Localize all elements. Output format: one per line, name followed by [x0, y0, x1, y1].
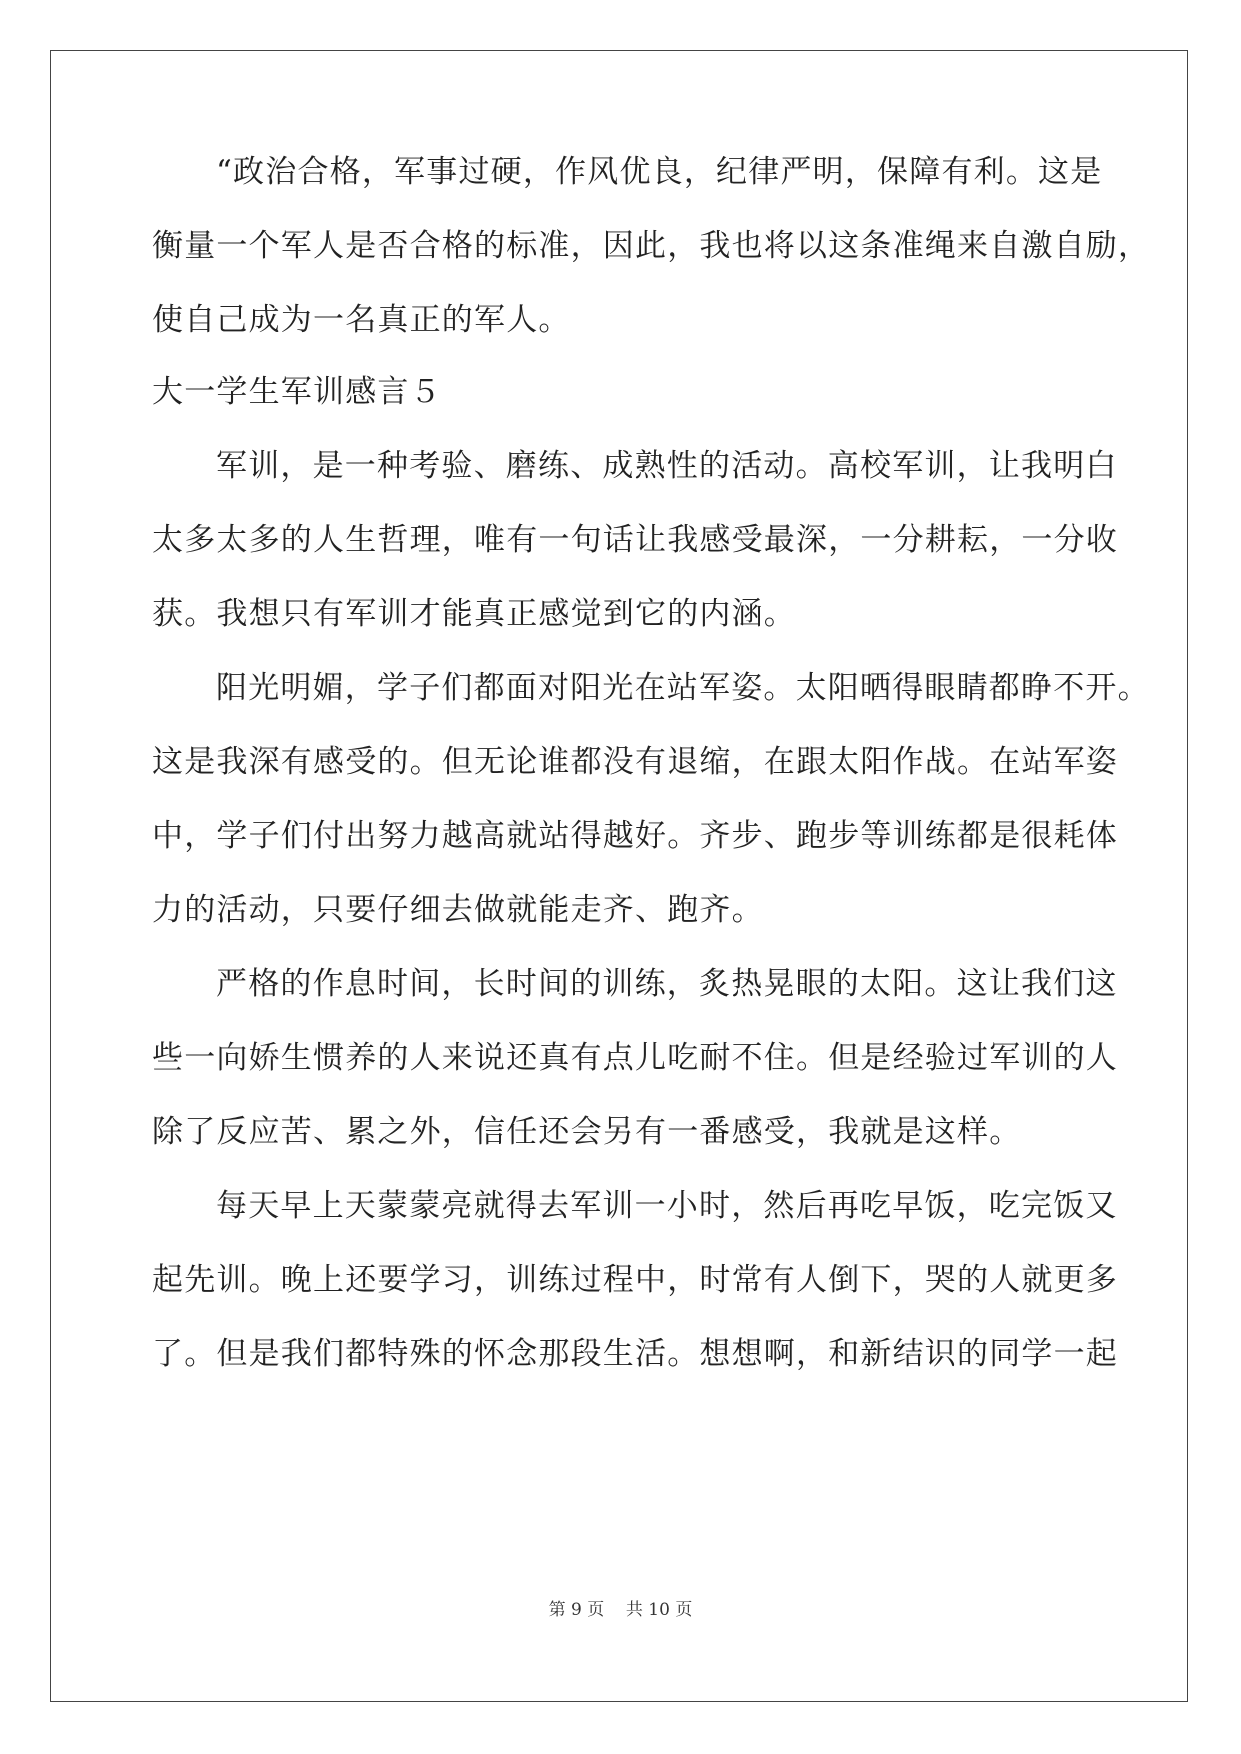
page-number-footer: 第 9 页 共 10 页 [548, 1600, 693, 1620]
paragraph-line: 严格的作息时间，长时间的训练，炙热晃眼的太阳。这让我们这 [216, 966, 1118, 1002]
paragraph-line: 获。我想只有军训才能真正感觉到它的内涵。 [152, 596, 796, 632]
paragraph-line: 使自己成为一名真正的军人。 [152, 302, 571, 338]
page-border [50, 50, 1188, 1702]
paragraph-line: 了。但是我们都特殊的怀念那段生活。想想啊，和新结识的同学一起 [152, 1336, 1118, 1372]
paragraph-line: 每天早上天蒙蒙亮就得去军训一小时，然后再吃早饭，吃完饭又 [216, 1188, 1118, 1224]
paragraph-line: 太多太多的人生哲理，唯有一句话让我感受最深，一分耕耘，一分收 [152, 522, 1118, 558]
paragraph-line: “政治合格，军事过硬，作风优良，纪律严明，保障有利。这是 [216, 154, 1103, 190]
paragraph-line: 这是我深有感受的。但无论谁都没有退缩，在跟太阳作战。在站军姿 [152, 744, 1118, 780]
section-heading: 大一学生军训感言５ [152, 374, 442, 410]
paragraph-line: 阳光明媚，学子们都面对阳光在站军姿。太阳晒得眼睛都睁不开。 [216, 670, 1150, 706]
paragraph-line: 衡量一个军人是否合格的标准，因此，我也将以这条准绳来自激自励， [152, 228, 1151, 264]
paragraph-line: 起先训。晚上还要学习，训练过程中，时常有人倒下，哭的人就更多 [152, 1262, 1118, 1298]
paragraph-line: 军训，是一种考验、磨练、成熟性的活动。高校军训，让我明白 [216, 448, 1118, 484]
paragraph-line: 中，学子们付出努力越高就站得越好。齐步、跑步等训练都是很耗体 [152, 818, 1118, 854]
paragraph-line: 除了反应苦、累之外，信任还会另有一番感受，我就是这样。 [152, 1114, 1022, 1150]
paragraph-line: 力的活动，只要仔细去做就能走齐、跑齐。 [152, 892, 764, 928]
paragraph-line: 些一向娇生惯养的人来说还真有点儿吃耐不住。但是经验过军训的人 [152, 1040, 1118, 1076]
